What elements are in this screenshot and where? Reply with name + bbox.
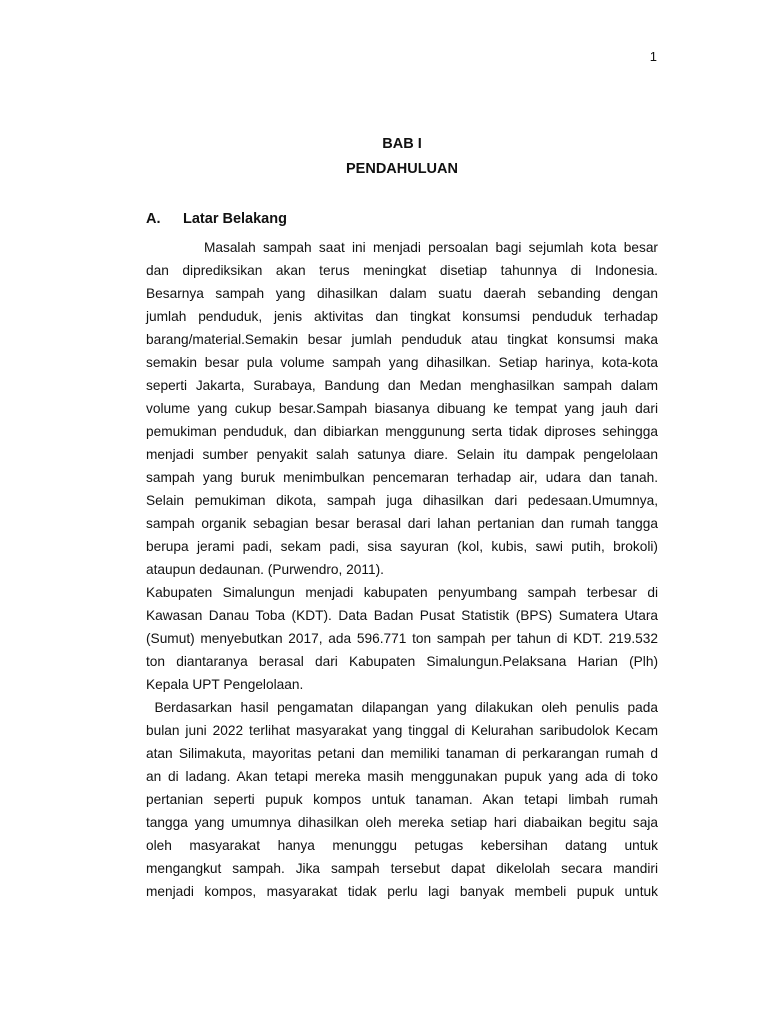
text-line: menjadi sumber penyakit salah satunya diare. Selain itu dampak pengelolaan [146,447,658,462]
chapter-title: PENDAHULUAN [346,161,458,177]
text-line: ataupun dedaunan. (Purwendro, 2011). [146,562,384,577]
section-heading [146,211,287,227]
text-line: mengangkut sampah. Jika sampah tersebut dapat dikelolah secara mandiri [146,861,658,876]
page-number: 1 [649,49,657,64]
text-line: Berdasarkan hasil pengamatan dilapangan yang dilakukan oleh penulis pada [146,700,658,715]
text-line: semakin besar pula volume sampah yang dihasilkan. Setiap harinya, kota-kota [146,355,658,370]
text-line: sampah yang buruk menimbulkan pencemaran terhadap air, udara dan tanah. [146,470,658,485]
text-line: ton diantaranya berasal dari Kabupaten Simalungun.Pelaksana Harian (Plh) [146,654,658,669]
text-line: pertanian seperti pupuk kompos untuk tanaman. Akan tetapi limbah rumah [146,792,658,807]
text-line: oleh masyarakat hanya menunggu petugas kebersihan datang untuk [146,838,658,853]
text-line: (Sumut) menyebutkan 2017, ada 596.771 ton sampah per tahun di KDT. 219.532 [146,631,658,646]
text-line: Besarnya sampah yang dihasilkan dalam suatu daerah sebanding dengan [146,286,658,301]
text-line: bulan juni 2022 terlihat masyarakat yang tinggal di Kelurahan saribudolok Kecam [146,723,658,738]
text-line: pemukiman penduduk, dan dibiarkan menggunung serta tidak diproses sehingga [146,424,658,439]
text-line: seperti Jakarta, Surabaya, Bandung dan Medan menghasilkan sampah dalam [146,378,658,393]
chapter-label: BAB I [382,136,422,152]
text-line: Kawasan Danau Toba (KDT). Data Badan Pusat Statistik (BPS) Sumatera Utara [146,608,658,623]
text-line: dan diprediksikan akan terus meningkat disetiap tahunnya di Indonesia. [146,263,658,278]
text-line: an di ladang. Akan tetapi mereka masih menggunakan pupuk yang ada di toko [146,769,658,784]
text-line: sampah organik sebagian besar berasal dari lahan pertanian dan rumah tangga [146,516,658,531]
text-line: jumlah penduduk, jenis aktivitas dan tingkat konsumsi penduduk terhadap [146,309,658,324]
text-line: Kepala UPT Pengelolaan. [146,677,304,692]
text-line: berupa jerami padi, sekam padi, sisa sayuran (kol, kubis, sawi putih, brokoli) [146,539,658,554]
text-line: Kabupaten Simalungun menjadi kabupaten penyumbang sampah terbesar di [146,585,658,600]
text-line: tangga yang umumnya dihasilkan oleh mereka setiap hari diabaikan begitu saja [146,815,658,830]
body-text [146,236,658,903]
text-line: barang/material.Semakin besar jumlah penduduk atau tingkat konsumsi maka [146,332,658,347]
text-line: menjadi kompos, masyarakat tidak perlu lagi banyak membeli pupuk untuk [146,884,658,899]
text-line: Selain pemukiman dikota, sampah juga dihasilkan dari pedesaan.Umumnya, [146,493,658,508]
text-line: volume yang cukup besar.Sampah biasanya dibuang ke tempat yang jauh dari [146,401,658,416]
section-title: Latar Belakang [183,211,287,227]
text-line: Masalah sampah saat ini menjadi persoalan bagi sejumlah kota besar [146,240,658,255]
text-line: atan Silimakuta, mayoritas petani dan memiliki tanaman di perkarangan rumah d [146,746,658,761]
section-number: A. [146,211,161,227]
